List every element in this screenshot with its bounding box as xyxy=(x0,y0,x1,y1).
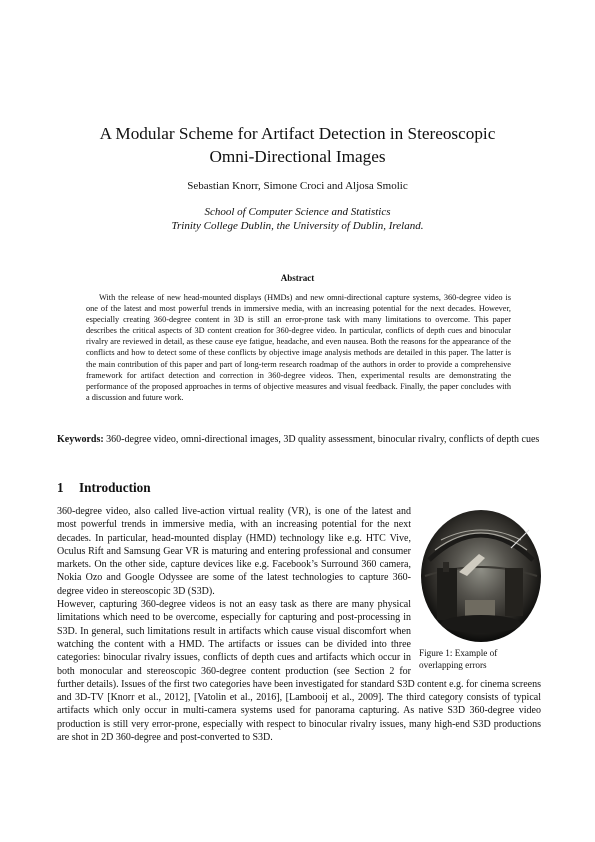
intro-paragraph-1: 360-degree video, also called live-action virtual reality (VR), is one of the latest and most powerful trends in immersive media, with an increasing potential for the next decades. In particular, head-mounted display (HMD) technology like e.g. HTC Vive, Oculus Rift and Samsung Gear VR is maturing and entering professional and consumer markets. On the other side, capture devices like e.g. Facebook’s Surround 360 camera, Nokia Ozo and Google Odyssee are some of the latest technologies to capture 360-degree video in stereoscopic 3D (S3D). xyxy=(57,506,411,597)
keywords xyxy=(57,433,541,446)
section-number: 1 xyxy=(57,480,64,495)
title-line-1: A Modular Scheme for Artifact Detection in Stereoscopic xyxy=(99,124,496,143)
affiliation-line-1: School of Computer Science and Statistics xyxy=(204,206,391,218)
figure-1-image xyxy=(419,508,543,644)
author-list: Sebastian Knorr, Simone Croci and Aljosa Smolic xyxy=(187,180,408,192)
title-line-2: Omni-Directional Images xyxy=(209,147,386,166)
abstract-heading: Abstract xyxy=(280,273,315,283)
fisheye-photo-image xyxy=(419,508,543,644)
section-heading xyxy=(57,479,151,496)
keywords-text: 360-degree video, omni-directional images, 3D quality assessment, binocular rivalry, conflicts of depth cues xyxy=(106,434,540,445)
keywords-label: Keywords: xyxy=(57,434,104,445)
paper-title xyxy=(60,122,535,168)
figure-1-caption: Figure 1: Example of overlapping errors xyxy=(419,648,498,670)
figure-1 xyxy=(419,508,543,671)
intro-paragraph-2: However, capturing 360-degree videos is not an easy task as there are many physical limitations which need to be overcome, especially for capturing and post-processing in S3D. In general, such limitations result in artifacts which cause visual discomfort when watching the content with a HMD. The artifacts or issues can be divided into three categories: binocular rivalry issues, conflicts of depth cues and artifacts which occur in both monocular and stereoscopic 360-degree content production (see Section 2 for further details). Issues of the first two categories have been investigated for standard S3D content e.g. for cinema screens and 3D-TV [Knorr et al., 2012], [Vatolin et al., 2016], [Lambooij et al., 2009]. The third category consists of typical artifacts which only occur in multi-camera systems used for panorama capturing. As native S3D 360-degree video production is still very error-prone, especially with respect to binocular rivalry issues, many high-end S3D productions are shot in 2D 360-degree and post-converted to S3D. xyxy=(57,599,541,744)
affiliation xyxy=(60,205,535,233)
abstract-text: With the release of new head-mounted displays (HMDs) and new omni-directional capture systems, 360-degree video is one of the latest and most powerful trends in immersive media, with an increasing potential for the next decades. However, especially creating 360-degree content in 3D is still an error-prone task with many limitations to overcome. This paper describes the critical aspects of 3D content creation for 360-degree video. In particular, conflicts of depth cues and binocular rivalry are reviewed in detail, as these cause eye fatigue, headache, and even nausea. Both the reasons for the appearance of the conflicts and how to detect some of these conflicts by objective image analysis methods are detailed in this paper. The latter is the main contribution of this paper and part of long-term research roadmap of the authors in order to provide a comprehensive framework for artifact detection and correction in 360-degree videos. Then, experimental results are demonstrating the performance of the proposed approaches in terms of objective measures and visual feedback. Finally, the paper concludes with a discussion and future work. xyxy=(86,293,511,402)
section-title: Introduction xyxy=(79,480,151,495)
affiliation-line-2: Trinity College Dublin, the University of Dublin, Ireland. xyxy=(171,220,424,232)
introduction-body xyxy=(57,505,541,744)
